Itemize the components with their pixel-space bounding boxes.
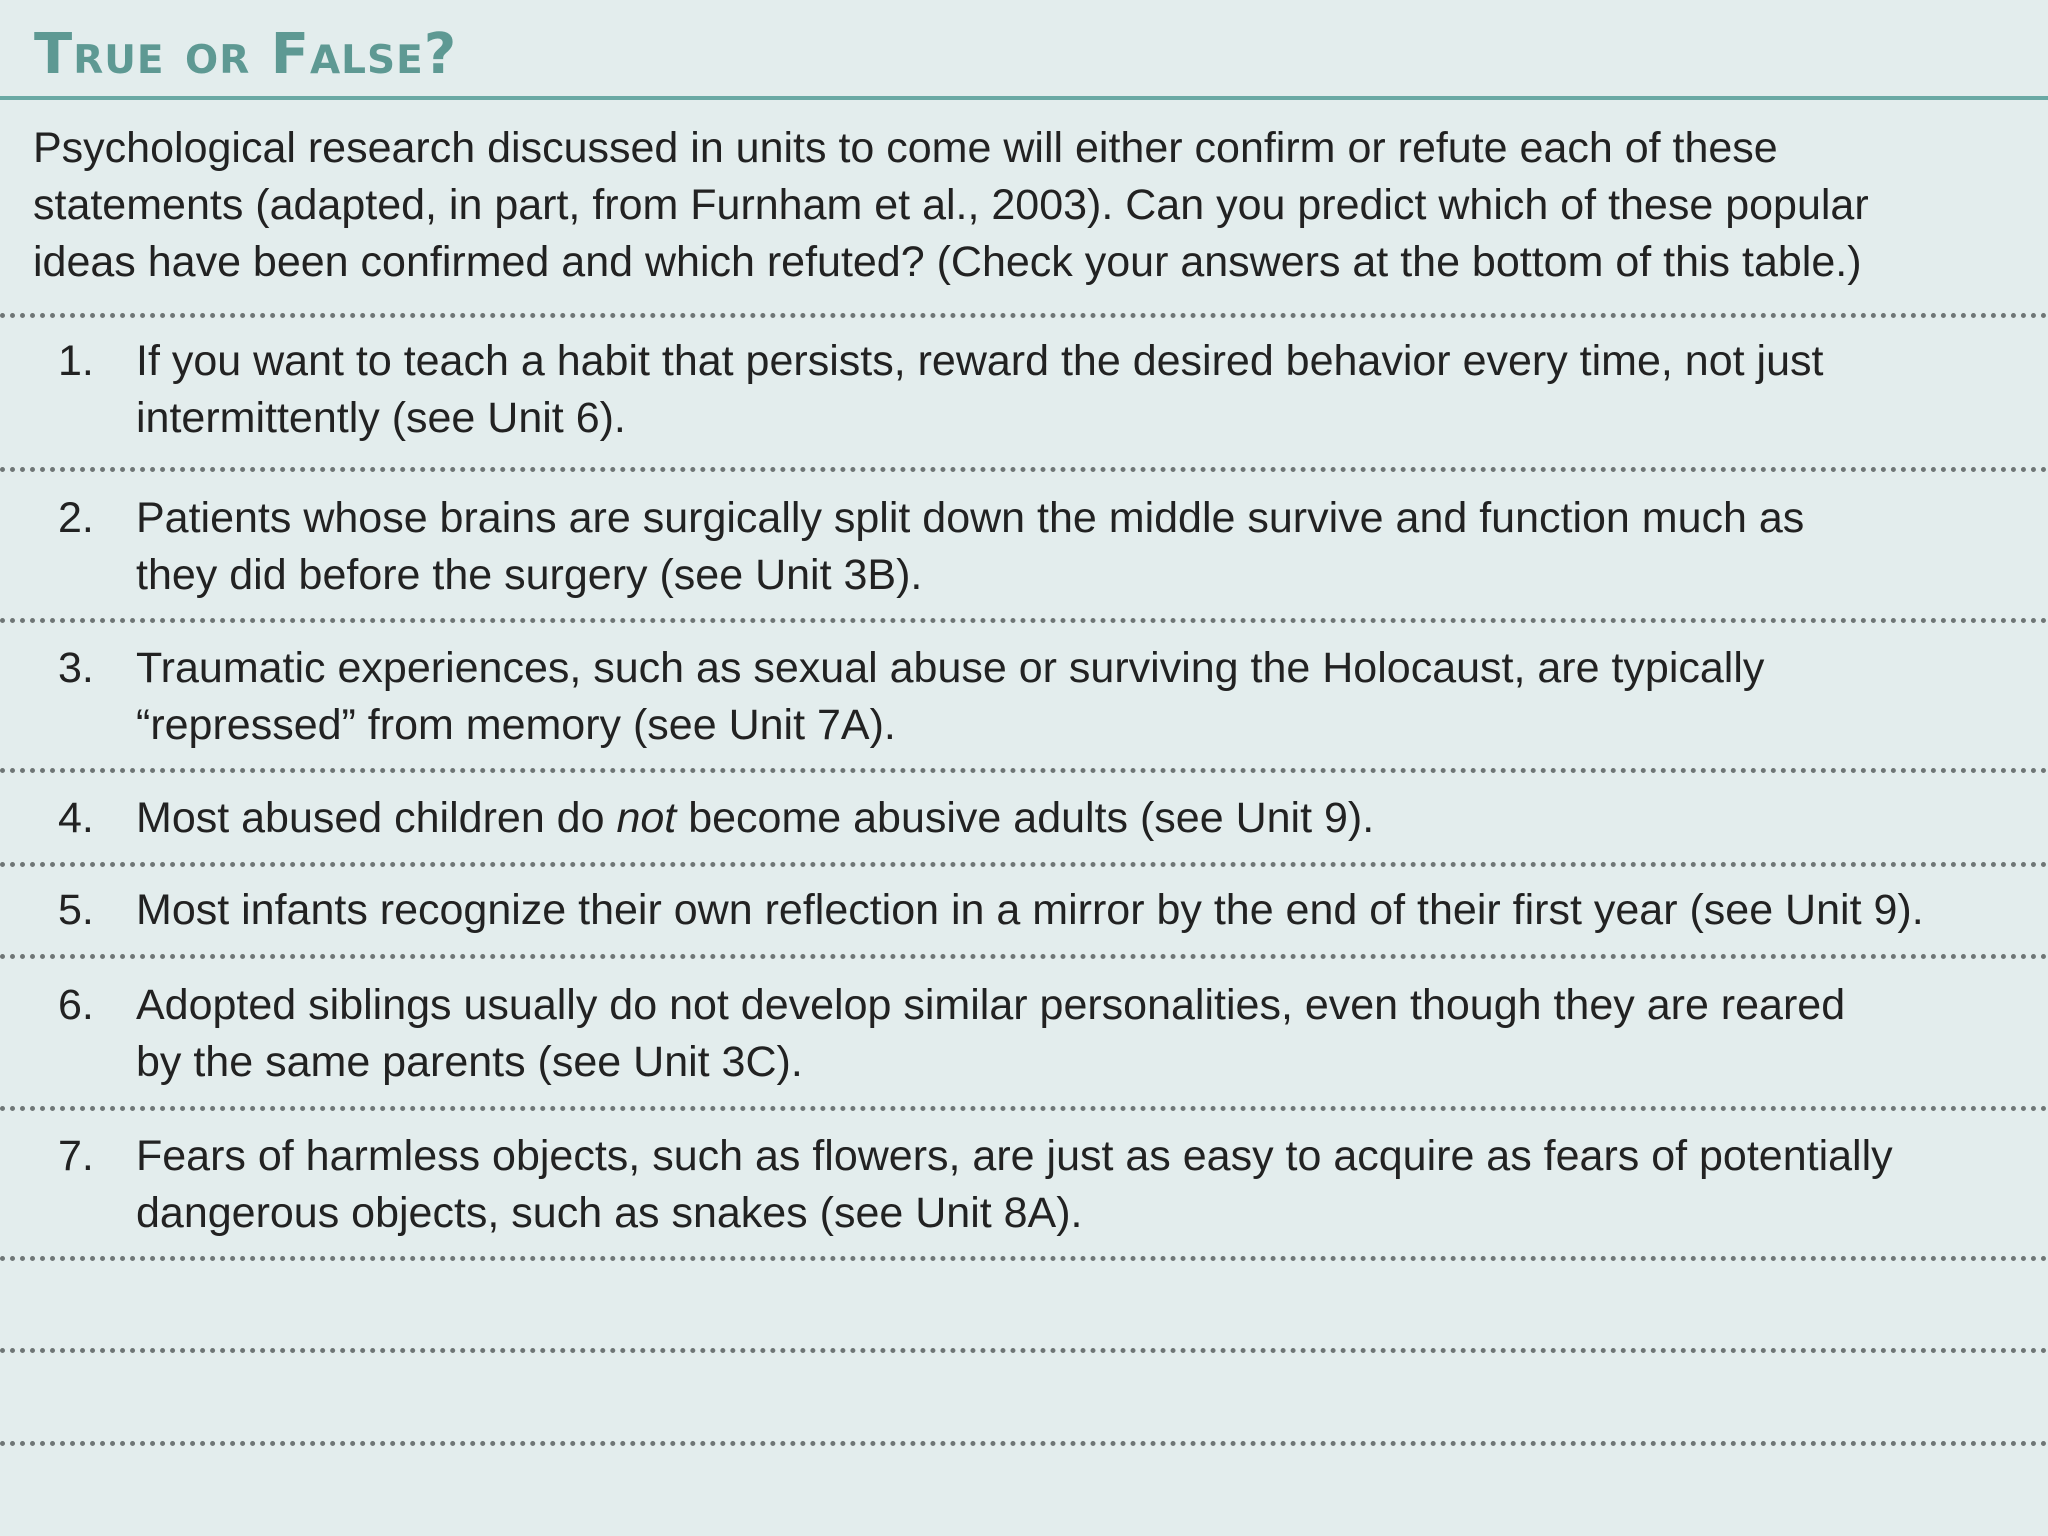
- divider: [0, 768, 2048, 773]
- item-number: 6.: [58, 981, 94, 1029]
- divider: [0, 467, 2048, 472]
- divider: [0, 1348, 2048, 1353]
- item-text-before: Most abused children do: [136, 794, 617, 842]
- item-text-after: become abusive adults (see Unit 9).: [676, 794, 1375, 842]
- item-text-emphasis: not: [616, 794, 677, 842]
- item-text: Traumatic experiences, such as sexual abuse or surviving the Holocaust, are typically “repressed” from memory (see Unit 7A).: [136, 644, 1765, 749]
- intro-paragraph: Psychological research discussed in units to come will either confirm or refute each of these statements (adapted, in part, from Furnham et al., 2003). Can you predict which of these popular ideas have been confirmed and which refuted? (Check your answers at the bottom of this table.): [33, 124, 1869, 286]
- item-text: Adopted siblings usually do not develop similar personalities, even though they are reared by the same parents (see Unit 3C).: [136, 981, 1846, 1086]
- item-number: 7.: [58, 1132, 94, 1180]
- divider: [0, 862, 2048, 867]
- divider: [0, 618, 2048, 623]
- item-text: [136, 790, 2026, 847]
- divider: [0, 954, 2048, 959]
- item-text: Most infants recognize their own reflection in a mirror by the end of their first year (see Unit 9).: [136, 886, 1924, 934]
- item-number: 1.: [58, 337, 94, 385]
- panel-header: [0, 0, 2048, 100]
- item-number: 2.: [58, 494, 94, 542]
- item-number: 4.: [58, 794, 94, 842]
- item-text: Patients whose brains are surgically split down the middle survive and function much as they did before the surgery (see Unit 3B).: [136, 494, 1805, 599]
- item-number: 5.: [58, 886, 94, 934]
- divider: [0, 313, 2048, 318]
- item-text: Fears of harmless objects, such as flowers, are just as easy to acquire as fears of potentially dangerous objects, such as snakes (see Unit 8A).: [136, 1132, 1893, 1237]
- item-text: If you want to teach a habit that persists, reward the desired behavior every time, not just intermittently (see Unit 6).: [136, 337, 1824, 442]
- panel-title: True or False?: [34, 22, 458, 87]
- divider: [0, 1256, 2048, 1261]
- divider: [0, 1106, 2048, 1111]
- item-number: 3.: [58, 644, 94, 692]
- divider: [0, 1441, 2048, 1446]
